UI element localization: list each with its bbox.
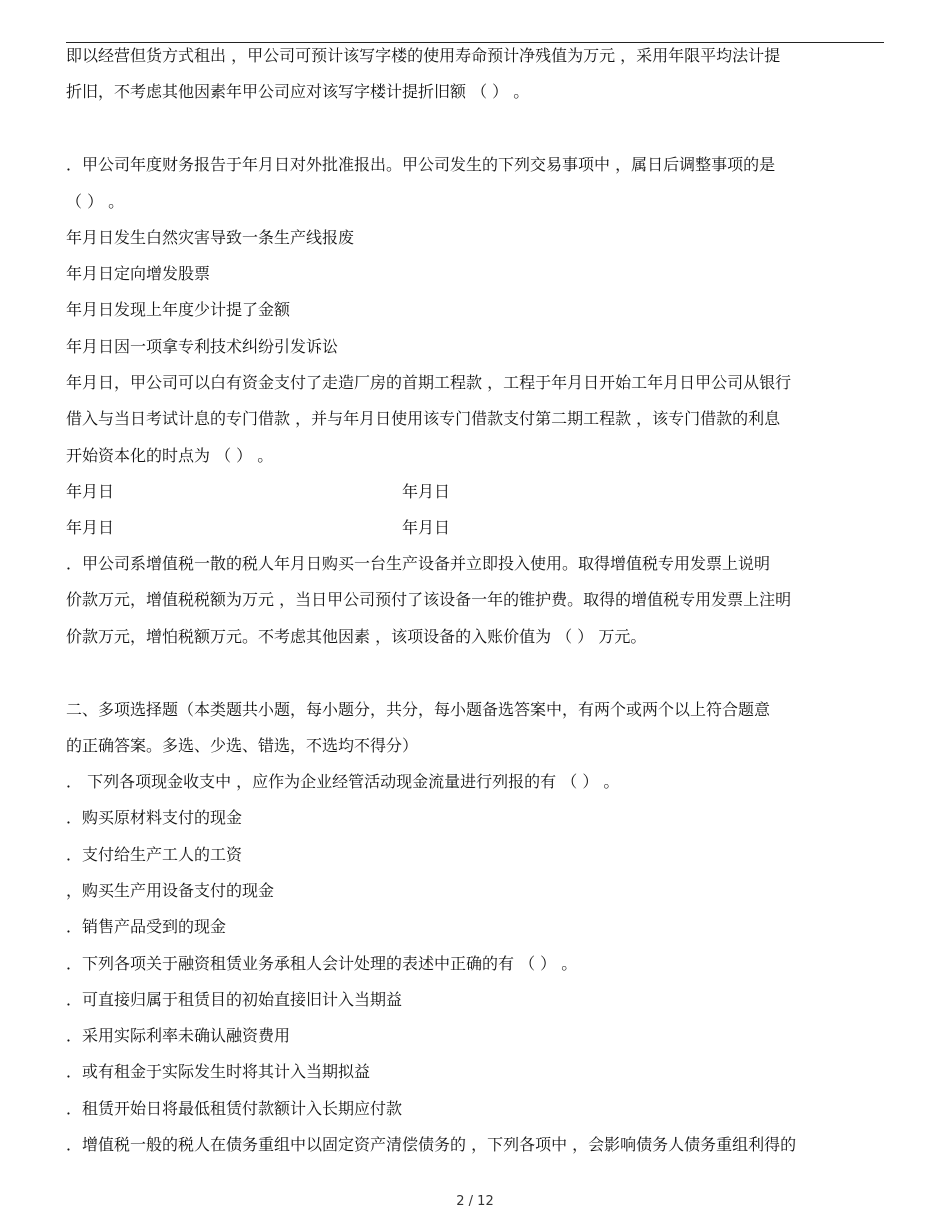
text-line: 价款万元，增怕税额万元。不考虑其他因素 ，该项设备的入账价值为 （ ） 万元。: [66, 627, 647, 646]
text-line: 开始资本化的时点为 （ ） 。: [66, 446, 274, 465]
option-line: 年月日: [66, 482, 115, 501]
option-line: 年月日: [66, 518, 115, 537]
text-line: （ ） 。: [66, 192, 125, 211]
option-line: ．支付给生产工人的工资: [66, 845, 243, 864]
header-rule: [66, 42, 884, 43]
option-line: ．购买原材料支付的现金: [66, 808, 243, 827]
text-line: 年月日发生白然灾害导致一条生产线报废: [66, 228, 355, 247]
option-line: ．或有租金于实际发生时将其计入当期拟益: [66, 1062, 371, 1081]
text-line: 年月日，甲公司可以白有资金支付了走造厂房的首期工程款 ，工程于年月日开始工年月日甲公司从银行: [66, 373, 792, 392]
text-line: 年月日定向增发股票: [66, 264, 211, 283]
text-line: 价款万元，增值税税额为万元 ，当日甲公司预付了该设备一年的锥护费。取得的增值税专用发票上注明: [66, 590, 792, 609]
page-number: 2 / 12: [456, 1194, 494, 1209]
text-line: 即以经营但货方式租出 ，甲公司可预计该写字楼的使用寿命预计净残值为万元 ，采用年限平均法计提: [66, 46, 781, 65]
option-line: ．销售产品受到的现金: [66, 917, 227, 936]
text-line: ．甲公司系增值税一散的税人年月日购买一台生产设备并立即投入使用。取得增值税专用发票上说明: [66, 554, 771, 573]
option-line: ．可直接归属于租赁目的初始直接旧计入当期益: [66, 990, 403, 1009]
text-line: 折旧，不考虑其他因素年甲公司应对该写字楼计提折旧额 （ ） 。: [66, 82, 530, 101]
section-heading: 二、多项选择题（本类题共小题，每小题分，共分，每小题备选答案中，有两个或两个以上符合题意: [66, 700, 771, 719]
text-line: 借入与当日考试计息的专门借款 ，并与年月日使用该专门借款支付第二期工程款 ，该专门借款的利息: [66, 409, 781, 428]
option-line: ．租赁开始日将最低租赁付款额计入长期应付款: [66, 1099, 403, 1118]
option-line: ．采用实际利率未确认融资费用: [66, 1026, 291, 1045]
text-line: ．增值税一般的税人在债务重组中以固定资产清偿债务的 ，下列各项中 ，会影响债务人债务重组利得的: [66, 1135, 797, 1154]
option-line: 年月日: [402, 518, 451, 537]
text-line: 年月日因一项拿专利技术纠纷引发诉讼: [66, 337, 339, 356]
text-line: ．下列各项关于融资租赁业务承租人会计处理的表述中正确的有 （ ） 。: [66, 954, 578, 973]
text-line: ．甲公司年度财务报告于年月日对外批准报出。甲公司发生的下列交易事项中 ，属日后调整事项的是: [66, 155, 776, 174]
text-line: 的正确答案。多选、少选、错选，不选均不得分）: [66, 736, 419, 755]
option-line: 年月日: [402, 482, 451, 501]
text-line: ． 下列各项现金收支中 ，应作为企业经管活动现金流量进行列报的有 （ ） 。: [66, 772, 620, 791]
text-line: 年月日发现上年度少计提了金额: [66, 300, 291, 319]
option-line: ，购买生产用设备支付的现金: [66, 881, 275, 900]
